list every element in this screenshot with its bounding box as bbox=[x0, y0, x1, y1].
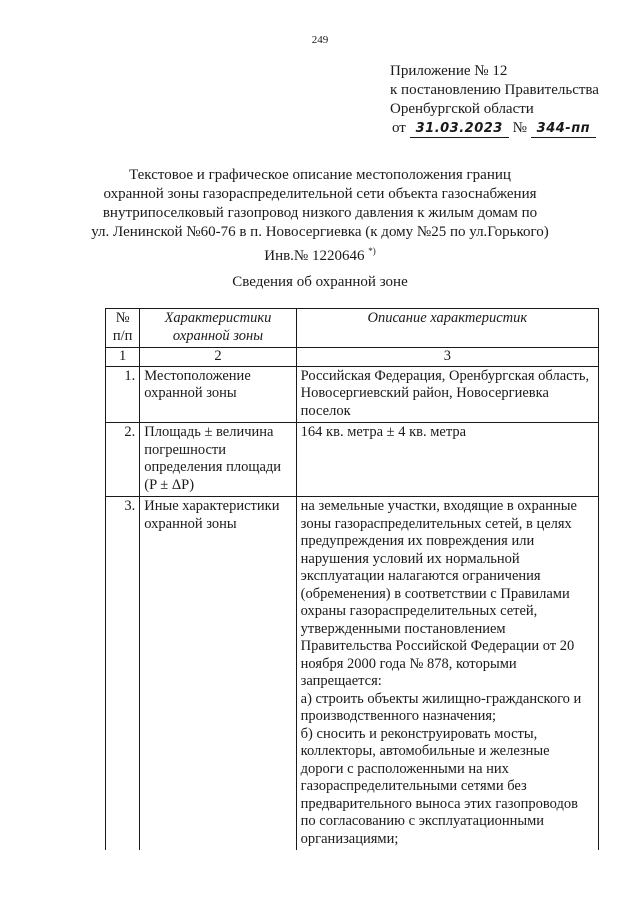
column-number: 3 bbox=[296, 348, 598, 367]
number-label: № bbox=[512, 120, 527, 136]
appendix-line-2: к постановлению Правительства bbox=[390, 82, 599, 98]
handwritten-date: 31.03.2023 bbox=[410, 121, 509, 138]
prohibition-item-b: б) сносить и реконструировать мосты, коллекторы, автомобильные и железные дороги с расположенными на них газораспределительными сетями без предварительного выноса этих газопроводов по согласованию с эксплуатационными организациями; bbox=[300, 725, 578, 847]
row-description: Российская Федерация, Оренбургская область, Новосергиевский район, Новосергиевка поселок bbox=[296, 366, 598, 423]
protection-zone-table bbox=[105, 308, 599, 850]
row-description-cell bbox=[296, 497, 598, 851]
appendix-block bbox=[390, 62, 630, 138]
row-characteristic: Местоположение охранной зоны bbox=[140, 366, 296, 423]
table-header-row bbox=[106, 309, 599, 348]
header-number: № п/п bbox=[106, 309, 140, 348]
prohibition-item-a: а) строить объекты жилищно-гражданского и производственного назначения; bbox=[300, 690, 582, 724]
row-description: 164 кв. метра ± 4 кв. метра bbox=[296, 423, 598, 497]
handwritten-number: 344-пп bbox=[531, 121, 597, 138]
table-row bbox=[106, 423, 599, 497]
title-line-1: Текстовое и графическое описание местоположения границ bbox=[129, 167, 511, 183]
from-label: от bbox=[392, 120, 406, 136]
header-description: Описание характеристик bbox=[296, 309, 598, 348]
inventory-number: Инв.№ 1220646 bbox=[264, 248, 365, 264]
column-number-row bbox=[106, 348, 599, 367]
appendix-line-1: Приложение № 12 bbox=[390, 63, 508, 79]
appendix-date-line bbox=[392, 119, 630, 138]
footnote-mark: *) bbox=[368, 246, 376, 256]
table-row bbox=[106, 497, 599, 851]
row-number: 1. bbox=[106, 366, 140, 423]
title-line-4: ул. Ленинской №60-76 в п. Новосергиевка (к дому №25 по ул.Горького) bbox=[91, 224, 549, 240]
row-description: на земельные участки, входящие в охранные зоны газораспределительных сетей, в целях предупреждения их повреждения или нарушения условий их нормальной эксплуатации налагаются ограничения (обременения) в соответствии с Правилами охраны газораспределительных сетей, утвержденными постановлением Правительства Российской Федерации от 20 ноября 2000 года № 878, которыми запрещается: bbox=[300, 498, 577, 689]
row-characteristic: Иные характеристики охранной зоны bbox=[140, 497, 296, 851]
table-row bbox=[106, 366, 599, 423]
appendix-line-3: Оренбургской области bbox=[390, 101, 534, 117]
title-line-5 bbox=[60, 242, 580, 266]
page-number: 249 bbox=[311, 34, 329, 46]
column-number: 2 bbox=[140, 348, 296, 367]
title-line-2: охранной зоны газораспределительной сети объекта газоснабжения bbox=[103, 186, 537, 202]
column-number: 1 bbox=[106, 348, 140, 367]
row-number: 2. bbox=[106, 423, 140, 497]
title-line-3: внутрипоселковый газопровод низкого давления к жилым домам по bbox=[102, 205, 538, 221]
document-title bbox=[60, 166, 580, 266]
section-heading: Сведения об охранной зоне bbox=[232, 274, 408, 290]
row-characteristic: Площадь ± величина погрешности определения площади (P ± ΔP) bbox=[140, 423, 296, 497]
header-characteristic: Характеристики охранной зоны bbox=[140, 309, 296, 348]
row-number: 3. bbox=[106, 497, 140, 851]
